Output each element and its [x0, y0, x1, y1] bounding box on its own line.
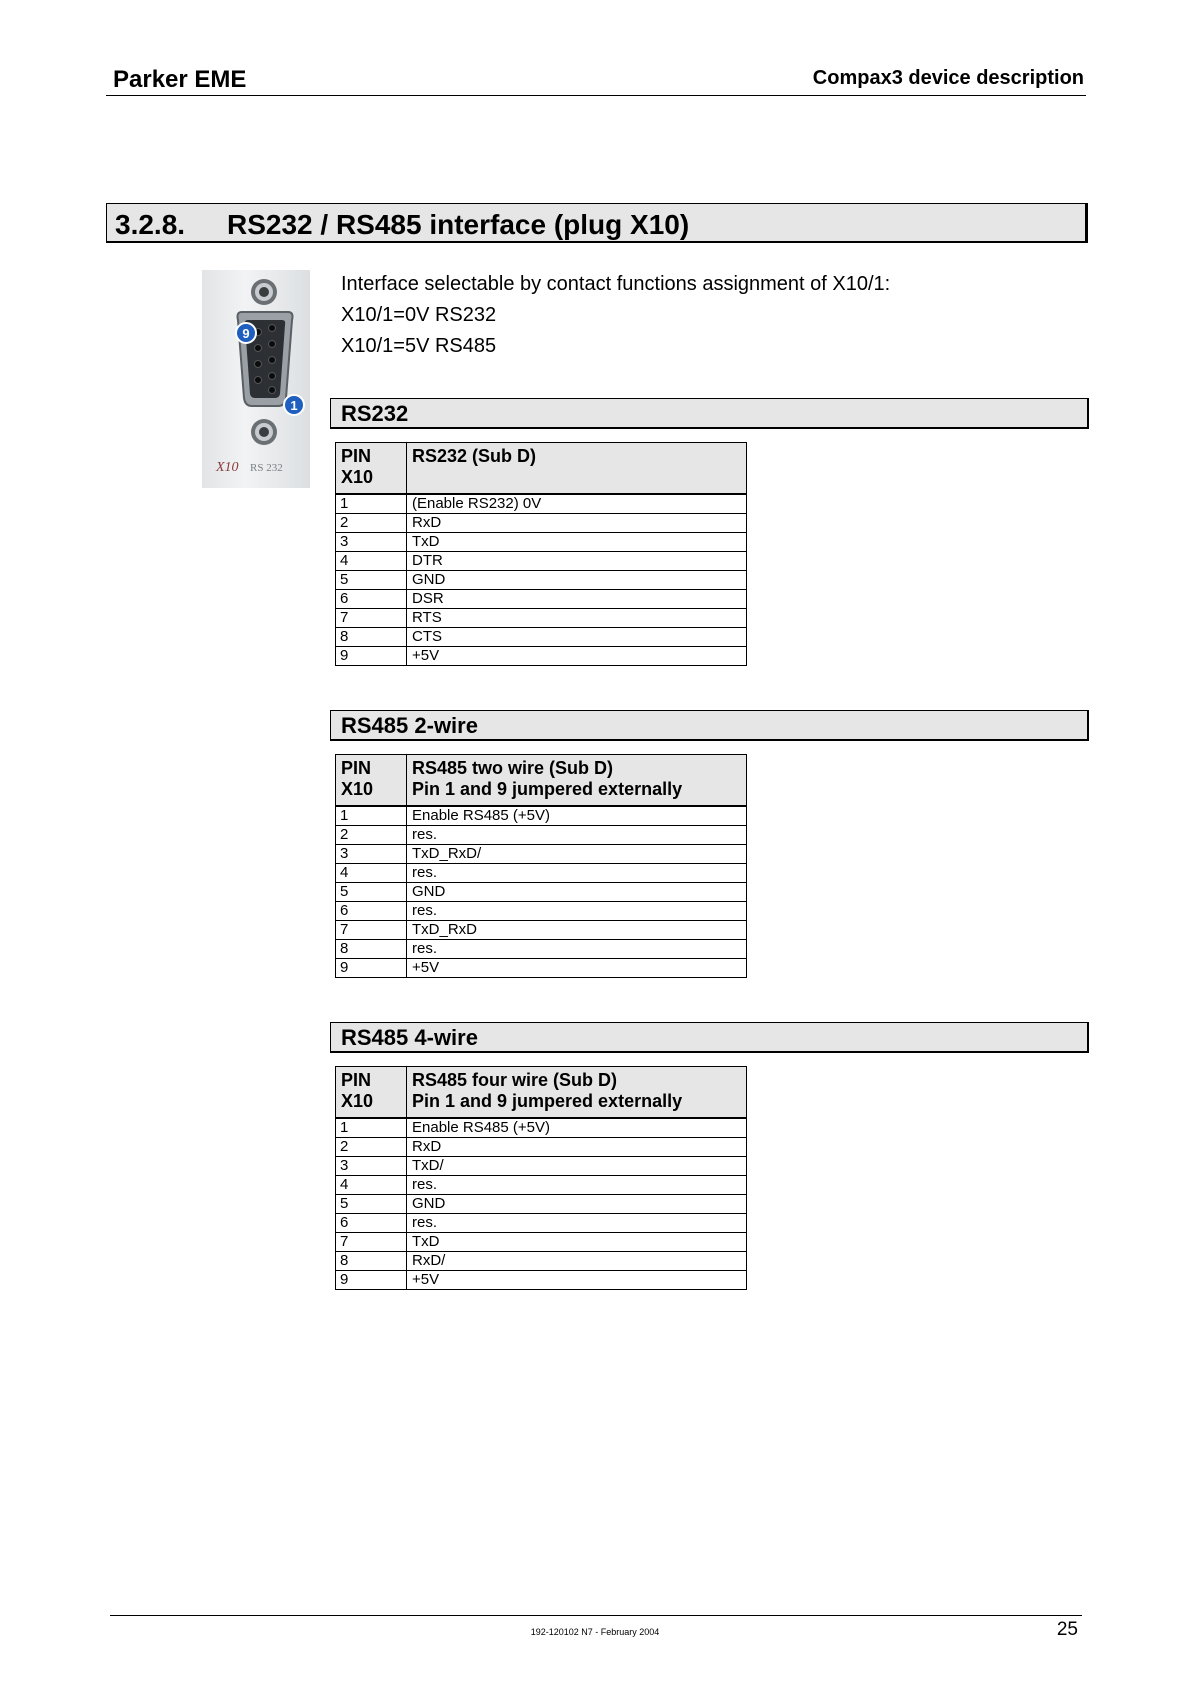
- table-header-row: [336, 755, 747, 806]
- table-row: 6 res.: [336, 901, 747, 920]
- table-row: 3 TxD: [336, 532, 747, 551]
- section-title: RS232 / RS485 interface (plug X10): [227, 209, 690, 240]
- rs232-heading: RS232: [330, 398, 1089, 429]
- table-row: 8 RxD/: [336, 1251, 747, 1270]
- pin-9-marker: [236, 323, 256, 343]
- rs485-4wire-pin-table: [335, 1066, 747, 1290]
- connector-label: X10: [216, 460, 239, 475]
- pin-1-marker: [284, 395, 304, 415]
- table-row: 9 +5V: [336, 958, 747, 977]
- header-rule: [106, 95, 1086, 96]
- header-company: Parker EME: [113, 66, 247, 93]
- pin-column-header: PIN X10: [336, 1067, 407, 1118]
- pin-column-header: PIN X10: [336, 755, 407, 806]
- svg-text:9: 9: [242, 326, 250, 341]
- table-row: 1 Enable RS485 (+5V): [336, 806, 747, 826]
- header-document-title: Compax3 device description: [812, 67, 1084, 89]
- page-number: 25: [1056, 1619, 1078, 1640]
- signal-column-header: RS485 four wire (Sub D) Pin 1 and 9 jumpered externally: [407, 1067, 747, 1118]
- table-header-row: [336, 443, 747, 494]
- table-row: 2 res.: [336, 825, 747, 844]
- table-row: 6 DSR: [336, 589, 747, 608]
- footer-rule: [110, 1615, 1082, 1616]
- table-row: 3 TxD_RxD/: [336, 844, 747, 863]
- footer-document-id: 192-120102 N7 - February 2004: [530, 1627, 660, 1637]
- signal-column-header: RS485 two wire (Sub D) Pin 1 and 9 jumpered externally: [407, 755, 747, 806]
- table-row: 9 +5V: [336, 646, 747, 665]
- table-row: 5 GND: [336, 1194, 747, 1213]
- table-row: 4 res.: [336, 863, 747, 882]
- rs232-pin-table: [335, 442, 747, 666]
- table-row: 6 res.: [336, 1213, 747, 1232]
- table-row: 8 res.: [336, 939, 747, 958]
- table-row: 7 TxD: [336, 1232, 747, 1251]
- section-number: 3.2.8.: [115, 209, 186, 240]
- table-row: 3 TxD/: [336, 1156, 747, 1175]
- table-row: 9 +5V: [336, 1270, 747, 1289]
- signal-column-header: RS232 (Sub D): [407, 443, 747, 494]
- table-row: 4 DTR: [336, 551, 747, 570]
- table-row: 7 RTS: [336, 608, 747, 627]
- intro-line-1: Interface selectable by contact functions assignment of X10/1:: [341, 273, 891, 295]
- table-row: 5 GND: [336, 882, 747, 901]
- table-row: 4 res.: [336, 1175, 747, 1194]
- section-heading: [106, 203, 1088, 243]
- table-row: 2 RxD: [336, 1137, 747, 1156]
- rs485-2wire-heading: RS485 2-wire: [330, 710, 1089, 741]
- table-row: 1 (Enable RS232) 0V: [336, 494, 747, 514]
- table-row: 7 TxD_RxD: [336, 920, 747, 939]
- table-row: 2 RxD: [336, 513, 747, 532]
- rs485-4wire-heading: RS485 4-wire: [330, 1022, 1089, 1053]
- intro-line-3: X10/1=5V RS485: [341, 335, 497, 357]
- table-row: 5 GND: [336, 570, 747, 589]
- rs485-2wire-pin-table: [335, 754, 747, 978]
- svg-text:1: 1: [290, 398, 298, 413]
- table-row: 8 CTS: [336, 627, 747, 646]
- connector-sublabel: RS 232: [250, 462, 283, 474]
- table-header-row: [336, 1067, 747, 1118]
- pin-column-header: PIN X10: [336, 443, 407, 494]
- table-row: 1 Enable RS485 (+5V): [336, 1118, 747, 1138]
- intro-line-2: X10/1=0V RS232: [341, 304, 497, 326]
- connector-image: [202, 270, 310, 488]
